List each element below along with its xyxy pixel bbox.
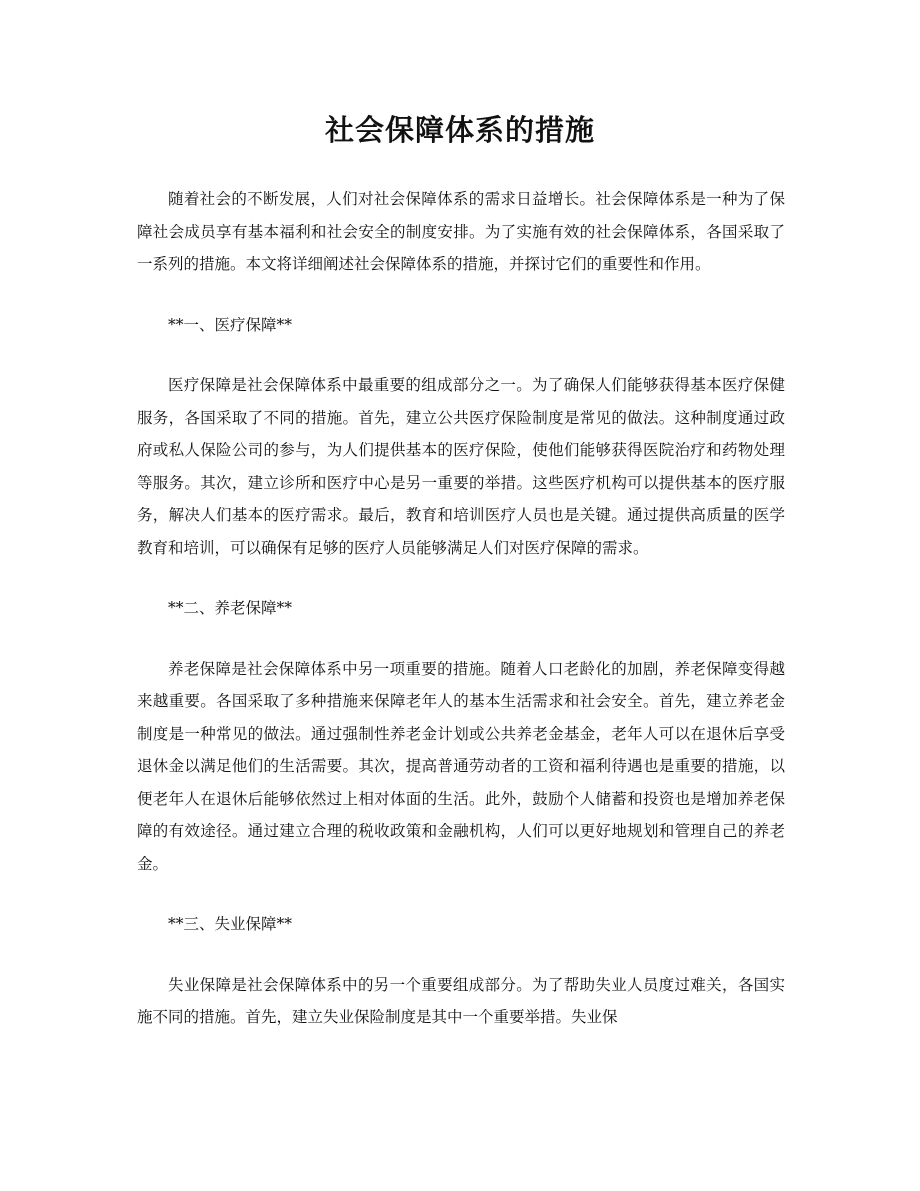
section-heading-unemployment: **三、失业保障**: [168, 915, 293, 933]
section-heading-pension: **二、养老保障**: [168, 599, 293, 617]
document-title: 社会保障体系的措施: [324, 113, 595, 147]
document-body: [137, 183, 785, 1062]
medical-paragraph: 医疗保障是社会保障体系中最重要的组成部分之一。为了确保人们能够获得基本医疗保健服务，各国采取了不同的措施。首先，建立公共医疗保险制度是常见的做法。这种制度通过政府或私人保险公司的参与，为人们提供基本的医疗保险，使他们能够获得医院治疗和药物处理等服务。其次，建立诊所和医疗中心是另一重要的举措。这些医疗机构可以提供基本的医疗服务，解决人们基本的医疗需求。最后，教育和培训医疗人员也是关键。通过提供高质量的医学教育和培训，可以确保有足够的医疗人员能够满足人们对医疗保障的需求。: [137, 376, 785, 557]
section-heading-medical: **一、医疗保障**: [168, 315, 293, 334]
pension-paragraph: 养老保障是社会保障体系中另一项重要的措施。随着人口老龄化的加剧，养老保障变得越来越重要。各国采取了多种措施来保障老年人的基本生活需求和社会安全。首先，建立养老金制度是一种常见的做法。通过强制性养老金计划或公共养老金基金，老年人可以在退休后享受退休金以满足他们的生活需要。其次，提高普通劳动者的工资和福利待遇也是重要的措施，以便老年人在退休后能够依然过上相对体面的生活。此外，鼓励个人储蓄和投资也是增加养老保障的有效途径。通过建立合理的税收政策和金融机构，人们可以更好地规划和管理自己的养老金。: [137, 659, 785, 873]
intro-paragraph: 随着社会的不断发展，人们对社会保障体系的需求日益增长。社会保障体系是一种为了保障社会成员享有基本福利和社会安全的制度安排。为了实施有效的社会保障体系，各国采取了一系列的措施。本文将详细阐述社会保障体系的措施，并探讨它们的重要性和作用。: [137, 190, 785, 273]
unemployment-paragraph: 失业保障是社会保障体系中的另一个重要组成部分。为了帮助失业人员度过难关，各国实施不同的措施。首先，建立失业保险制度是其中一个重要举措。失业保: [137, 975, 785, 1026]
